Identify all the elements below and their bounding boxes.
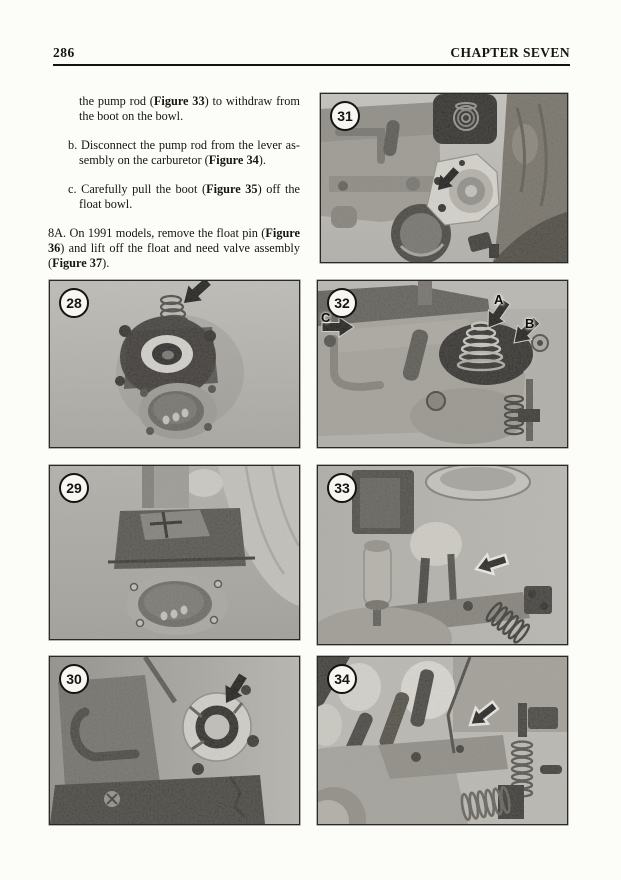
header-rule xyxy=(53,64,570,66)
figure-number-badge: 32 xyxy=(327,288,357,318)
step-c: c. Carefully pull the boot (Figure 35) off the float bowl. xyxy=(68,182,301,211)
figure-31-photo xyxy=(320,93,568,263)
callout-label-b: B xyxy=(525,316,535,331)
figure-number-badge: 31 xyxy=(330,101,360,131)
callout-label-c: C xyxy=(321,310,331,325)
instruction-text-column xyxy=(48,94,300,285)
figure-number-badge: 34 xyxy=(327,664,357,694)
figure-number-badge: 29 xyxy=(59,473,89,503)
page-number: 286 xyxy=(53,45,75,60)
step-b: b. Disconnect the pump rod from the lever assembly on the carburetor (Figure 34). xyxy=(68,138,300,167)
figure-number-badge: 30 xyxy=(59,664,89,694)
figure-28-photo xyxy=(49,280,300,448)
figure-number-badge: 33 xyxy=(327,473,357,503)
chapter-title: CHAPTER SEVEN xyxy=(450,45,570,60)
figure-number-badge: 28 xyxy=(59,288,89,318)
figure-30-photo xyxy=(49,656,300,825)
figure-34-photo xyxy=(317,656,568,825)
figure-33-photo xyxy=(317,465,568,645)
callout-label-a: A xyxy=(494,292,504,307)
step-a-continuation: the pump rod (Figure 33) to withdraw from the boot on the bowl. xyxy=(79,94,300,123)
figure-32-photo xyxy=(317,280,568,448)
figure-29-photo xyxy=(49,465,300,640)
step-8a: 8A. On 1991 models, remove the float pin (Figure 36) and lift off the float and need valve assembly (Figure 37). xyxy=(48,226,300,270)
